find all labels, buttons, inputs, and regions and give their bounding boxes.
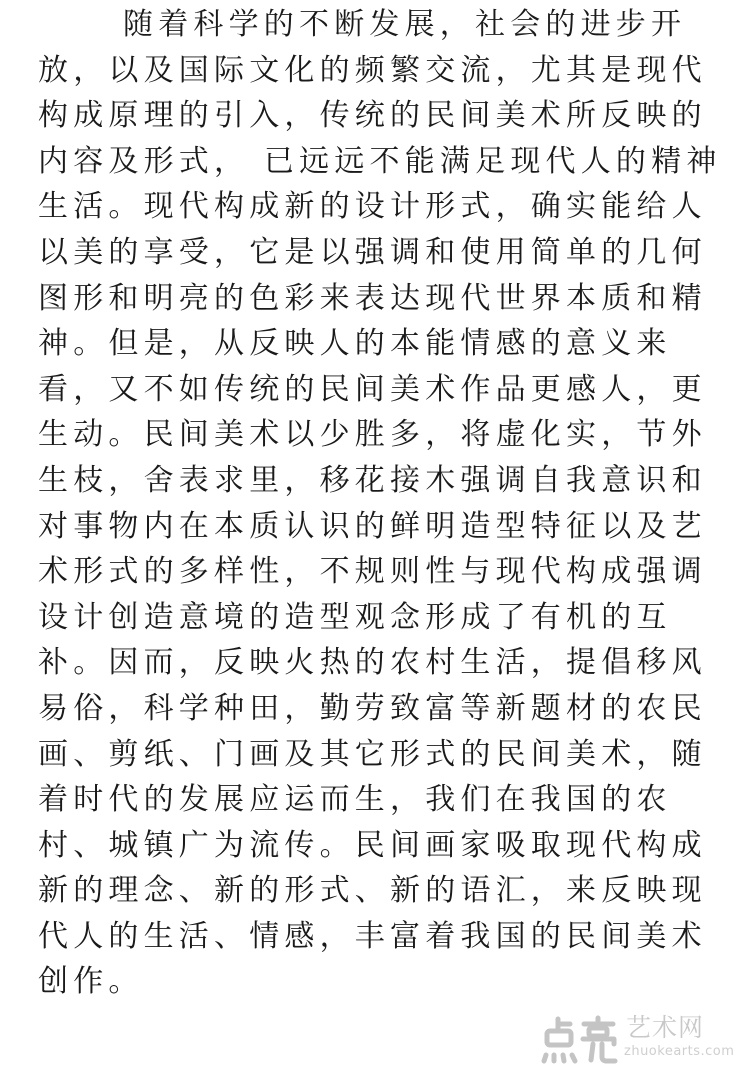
text-line-11: 生枝，舍表求里，移花接木强调自我意识和 xyxy=(38,462,707,498)
text-line-9: 看，又不如传统的民间美术作品更感人，更 xyxy=(38,371,707,407)
text-line-1: 随着科学的不断发展，社会的进步开 xyxy=(123,7,687,42)
text-line-15: 补。因而，反映火热的农村生活，提倡移风 xyxy=(38,645,707,681)
text-line-2: 放，以及国际文化的频繁交流，尤其是现代 xyxy=(38,52,707,88)
text-line-6: 以美的享受，它是以强调和使用简单的几何 xyxy=(38,234,707,270)
text-line-20: 新的理念、新的形式、新的语汇，来反映现 xyxy=(38,873,707,909)
watermark-brand: 艺术网 xyxy=(626,1013,705,1042)
article-body xyxy=(38,2,738,1005)
text-line-16: 易俗，科学种田，勤劳致富等新题材的农民 xyxy=(38,690,707,726)
text-line-5: 生活。现代构成新的设计形式，确实能给人 xyxy=(38,189,707,225)
text-line-7: 图形和明亮的色彩来表达现代世界本质和精 xyxy=(38,280,707,316)
text-line-3: 构成原理的引入，传统的民间美术所反映的 xyxy=(38,98,707,134)
text-line-19: 村、城镇广为流传。民间画家吸取现代构成 xyxy=(38,827,707,863)
watermark xyxy=(538,1013,738,1069)
text-line-8: 神。但是，从反映人的本能情感的意义来 xyxy=(38,326,672,362)
watermark-logo-icon xyxy=(538,1015,620,1065)
text-line-12: 对事物内在本质认识的鲜明造型特征以及艺 xyxy=(38,508,707,544)
text-line-10: 生动。民间美术以少胜多，将虚化实，节外 xyxy=(38,417,707,453)
text-line-4: 内容及形式， 已远远不能满足现代人的精神 xyxy=(38,143,722,179)
watermark-url: zhuokearts.com xyxy=(624,1044,735,1059)
text-line-13: 术形式的多样性，不规则性与现代构成强调 xyxy=(38,554,707,590)
text-line-21: 代人的生活、情感，丰富着我国的民间美术 xyxy=(38,918,707,954)
text-line-22: 创作。 xyxy=(38,964,144,1000)
text-line-17: 画、剪纸、门画及其它形式的民间美术，随 xyxy=(38,736,707,772)
text-line-18: 着时代的发展应运而生，我们在我国的农 xyxy=(38,782,672,818)
text-line-14: 设计创造意境的造型观念形成了有机的互 xyxy=(38,599,672,635)
